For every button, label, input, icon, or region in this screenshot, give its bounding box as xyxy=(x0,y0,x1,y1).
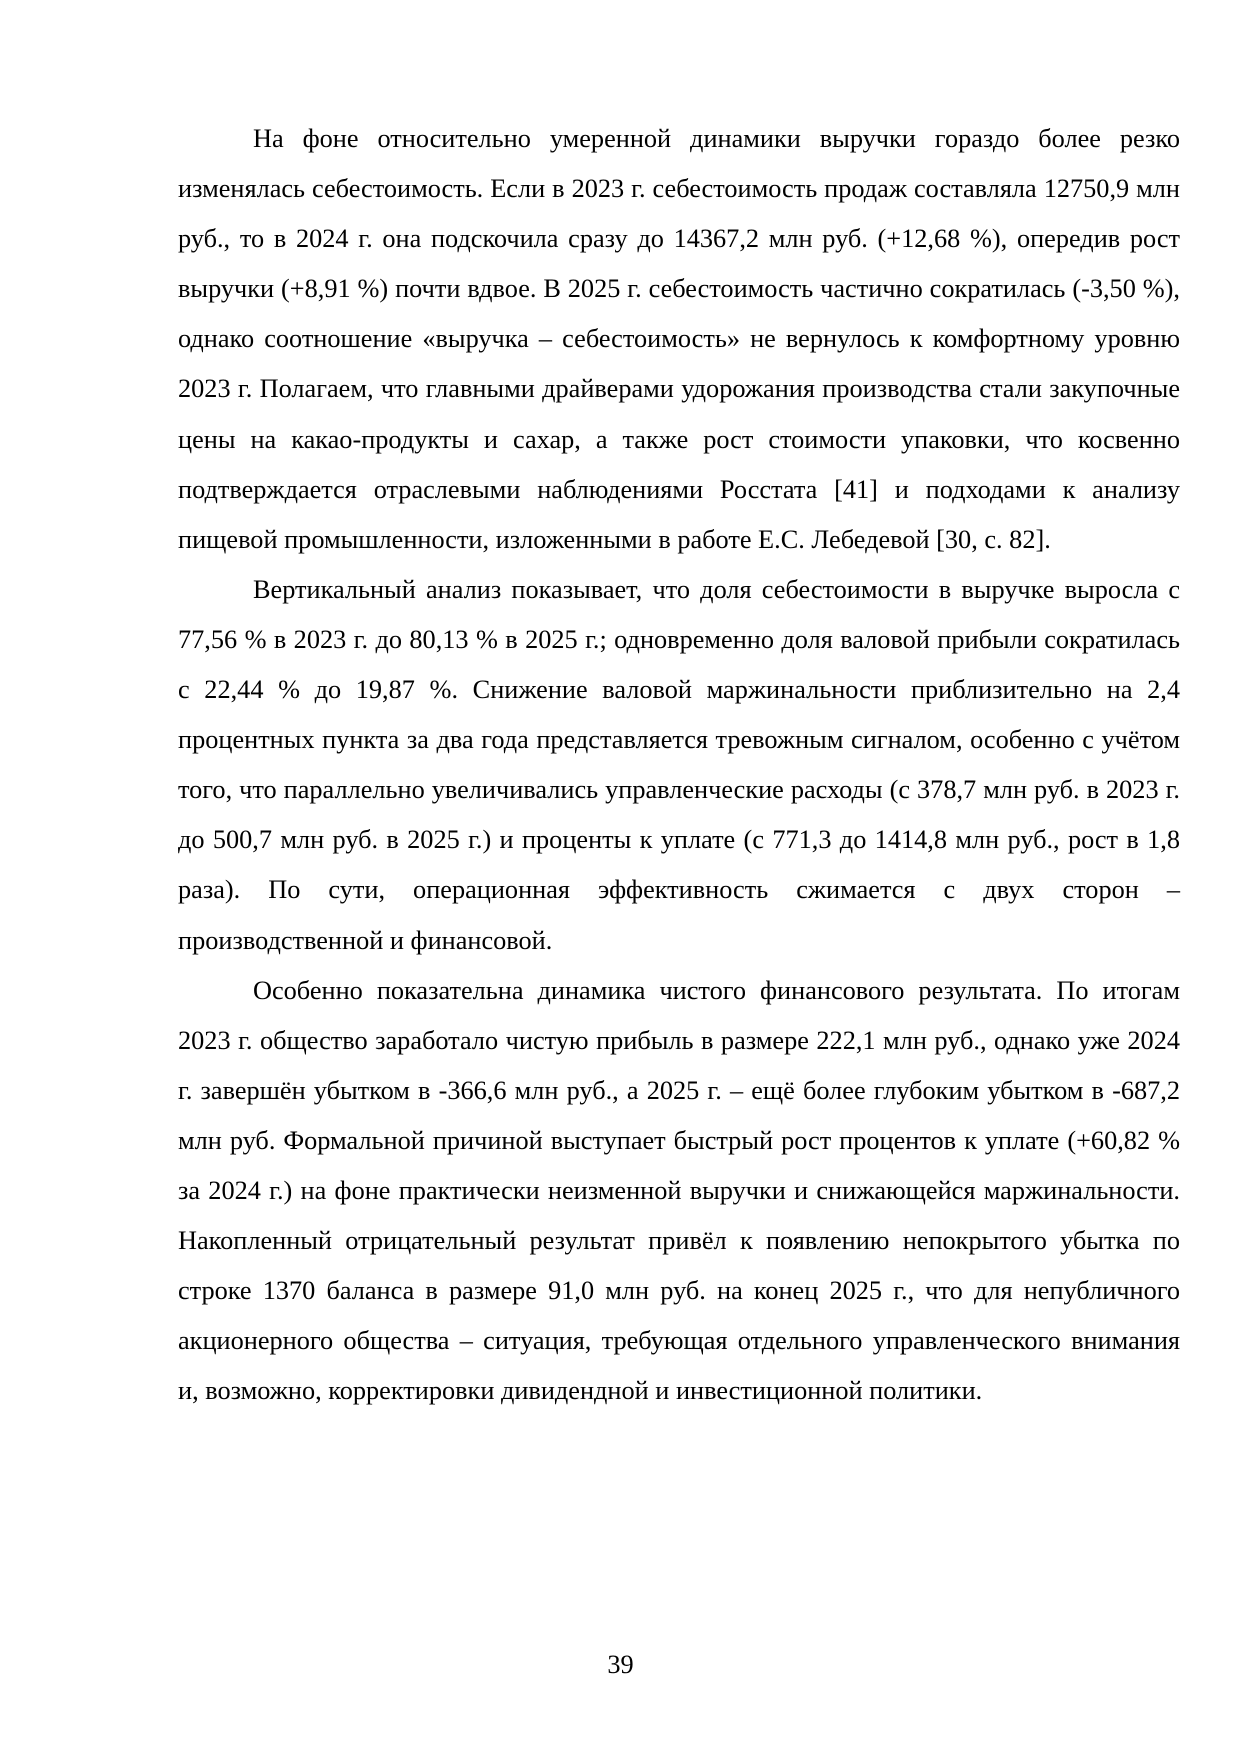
paragraph-cost-dynamics: На фоне относительно умеренной динамики выручки гораздо более резко изменялась себестоимость. Если в 2023 г. себестоимость продаж составляла 12750,9 млн руб., то в 2024 г. она подскочила сразу до 14367,2 млн руб. (+12,68 %), опередив рост выручки (+8,91 %) почти вдвое. В 2025 г. себестоимость частично сократилась (-3,50 %), однако соотношение «выручка – себестоимость» не вернулось к комфортному уровню 2023 г. Полагаем, что главными драйверами удорожания производства стали закупочные цены на какао-продукты и сахар, а также рост стоимости упаковки, что косвенно подтверждается отраслевыми наблюдениями Росстата [41] и подходами к анализу пищевой промышленности, изложенными в работе Е.С. Лебедевой [30, с. 82]. xyxy=(178,124,1180,554)
body-text xyxy=(178,114,1180,1416)
page-number: 39 xyxy=(607,1650,634,1679)
paragraph-net-result: Особенно показательна динамика чистого финансового результата. По итогам 2023 г. общество заработало чистую прибыль в размере 222,1 млн руб., однако уже 2024 г. завершён убытком в -366,6 млн руб., а 2025 г. – ещё более глубоким убытком в -687,2 млн руб. Формальной причиной выступает быстрый рост процентов к уплате (+60,82 % за 2024 г.) на фоне практически неизменной выручки и снижающейся маржинальности. Накопленный отрицательный результат привёл к появлению непокрытого убытка по строке 1370 баланса в размере 91,0 млн руб. на конец 2025 г., что для непубличного акционерного общества – ситуация, требующая отдельного управленческого внимания и, возможно, корректировки дивидендной и инвестиционной политики. xyxy=(178,975,1180,1406)
paragraph-vertical-analysis: Вертикальный анализ показывает, что доля себестоимости в выручке выросла с 77,56 % в 2023 г. до 80,13 % в 2025 г.; одновременно доля валовой прибыли сократилась с 22,44 % до 19,87 %. Снижение валовой маржинальности приблизительно на 2,4 процентных пункта за два года представляется тревожным сигналом, особенно с учётом того, что параллельно увеличивались управленческие расходы (с 378,7 млн руб. в 2023 г. до 500,7 млн руб. в 2025 г.) и проценты к уплате (с 771,3 до 1414,8 млн руб., рост в 1,8 раза). По сути, операционная эффективность сжимается с двух сторон – производственной и финансовой. xyxy=(178,574,1180,955)
